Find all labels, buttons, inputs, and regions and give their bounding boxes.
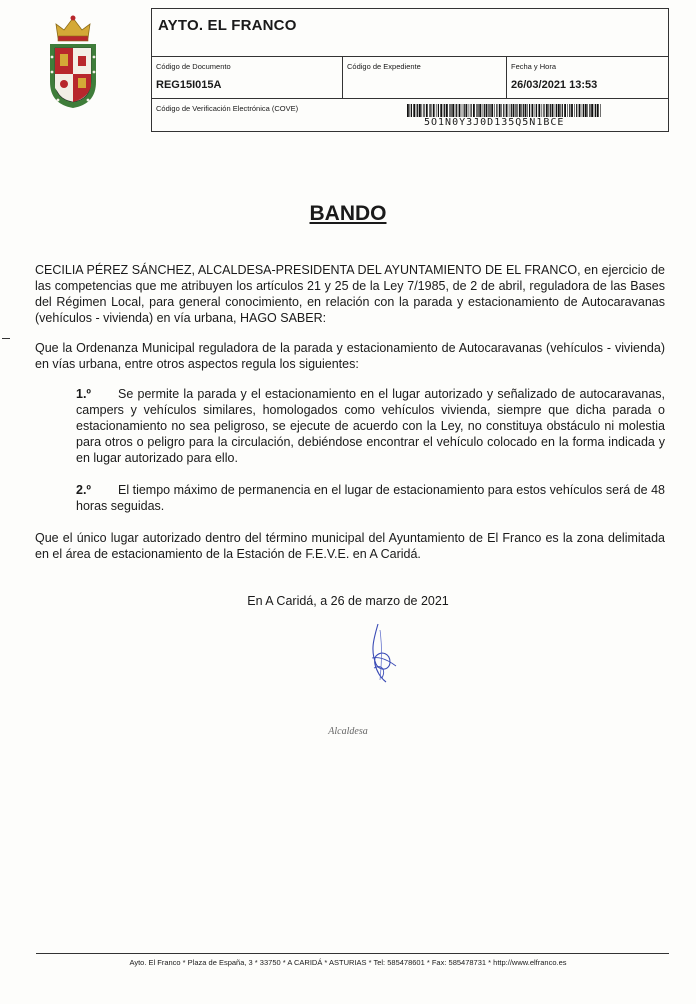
footer-contact: Ayto. El Franco * Plaza de España, 3 * 33750 * A CARIDÁ * ASTURIAS * Tel: 585478601 * Fax: 585478731 * http://www.elfranco.es: [129, 958, 567, 967]
expediente-cell: [343, 57, 507, 99]
barcode-bar: [433, 104, 435, 117]
barcode-bar: [413, 104, 415, 117]
barcode-bar: [548, 104, 549, 117]
barcode-bar: [410, 104, 411, 117]
barcode-bar: [416, 104, 417, 117]
barcode-bar: [417, 104, 418, 117]
barcode-bar: [484, 104, 485, 117]
barcode-bar: [486, 104, 488, 117]
barcode-bar: [587, 104, 588, 117]
barcode-bar: [552, 104, 554, 117]
barcode-bar: [516, 104, 517, 117]
barcode: [407, 104, 603, 117]
barcode-bar: [491, 104, 493, 117]
document-code-label: Código de Documento: [156, 62, 231, 71]
cove-label: Código de Verificación Electrónica (COVE): [156, 104, 299, 113]
barcode-bar: [571, 104, 573, 117]
barcode-bar: [585, 104, 587, 117]
margin-mark: [2, 338, 10, 339]
cove-cell: [152, 99, 668, 131]
footer-divider: [36, 953, 669, 954]
barcode-bar: [511, 104, 512, 117]
barcode-bar: [506, 104, 508, 117]
barcode-bar: [496, 104, 497, 117]
item-number: 1.º: [76, 387, 91, 401]
barcode-bar: [477, 104, 478, 117]
barcode-bar: [450, 104, 451, 117]
barcode-bar: [529, 104, 530, 117]
barcode-bar: [567, 104, 568, 117]
barcode-bar: [550, 104, 551, 117]
barcode-bar: [438, 104, 439, 117]
barcode-bar: [499, 104, 501, 117]
organization-name: AYTO. EL FRANCO: [152, 9, 668, 57]
barcode-bar: [479, 104, 481, 117]
barcode-bar: [589, 104, 590, 117]
barcode-bar: [521, 104, 522, 117]
document-header-box: [151, 8, 669, 132]
barcode-bar: [579, 104, 581, 117]
barcode-bar: [430, 104, 431, 117]
barcode-bar: [594, 104, 595, 117]
barcode-bar: [597, 104, 599, 117]
barcode-bar: [519, 104, 521, 117]
document-code-cell: [152, 57, 343, 99]
barcode-bar: [419, 104, 421, 117]
barcode-bar: [489, 104, 490, 117]
barcode-bar: [555, 104, 556, 117]
barcode-bar: [426, 104, 428, 117]
barcode-bar: [558, 104, 560, 117]
barcode-bar: [429, 104, 430, 117]
barcode-bar: [542, 104, 543, 117]
document-title: BANDO: [309, 202, 387, 225]
barcode-bar: [546, 104, 548, 117]
barcode-bar: [583, 104, 584, 117]
item-text: El tiempo máximo de permanencia en el lugar de estacionamiento para estos vehículos será de 48 horas seguidas.: [76, 483, 665, 513]
barcode-bar: [407, 104, 409, 117]
date-cell: [507, 57, 668, 99]
municipal-coat-of-arms: [44, 12, 102, 112]
barcode-bar: [473, 104, 475, 117]
barcode-bar: [564, 104, 566, 117]
barcode-bar: [440, 104, 442, 117]
barcode-bar: [411, 104, 412, 117]
barcode-bar: [569, 104, 570, 117]
barcode-bar: [464, 104, 465, 117]
barcode-bar: [501, 104, 502, 117]
barcode-bar: [503, 104, 504, 117]
barcode-bar: [436, 104, 437, 117]
barcode-bar: [538, 104, 540, 117]
barcode-bar: [456, 104, 457, 117]
barcode-bar: [591, 104, 593, 117]
list-item: [76, 482, 665, 514]
barcode-bar: [449, 104, 450, 117]
barcode-bar: [459, 104, 461, 117]
barcode-bar: [488, 104, 489, 117]
signer-title: Alcaldesa: [328, 726, 368, 737]
barcode-bar: [471, 104, 472, 117]
intro-paragraph: CECILIA PÉREZ SÁNCHEZ, ALCALDESA-PRESIDENTA DEL AYUNTAMIENTO DE EL FRANCO, en ejercicio de las competencias que me atribuyen los artículos 21 y 25 de la Ley 7/1985, de 2 de abril, reguladora de las Bases del Régimen Local, para general conocimiento, en relación con la parada y estacionamiento de Autocaravanas (vehículos - vivienda) en vía urbana, HAGO SABER:: [35, 263, 665, 325]
barcode-bar: [576, 104, 577, 117]
place-and-date: En A Caridá, a 26 de marzo de 2021: [247, 594, 449, 608]
barcode-bar: [509, 104, 510, 117]
barcode-bar: [532, 104, 534, 117]
barcode-bar: [535, 104, 536, 117]
barcode-bar: [466, 104, 468, 117]
location-paragraph: Que el único lugar autorizado dentro del término municipal del Ayuntamiento de El Franco es la zona delimitada en el área de estacionamiento de la Estación de F.E.V.E. en A Caridá.: [35, 531, 665, 561]
barcode-bar: [543, 104, 544, 117]
barcode-bar: [574, 104, 575, 117]
barcode-bar: [582, 104, 583, 117]
item-number: 2.º: [76, 483, 91, 497]
barcode-bar: [482, 104, 483, 117]
barcode-bar: [515, 104, 516, 117]
barcode-bar: [527, 104, 528, 117]
barcode-bar: [469, 104, 470, 117]
barcode-bar: [423, 104, 424, 117]
barcode-bar: [600, 104, 601, 117]
barcode-bar: [446, 104, 448, 117]
barcode-bar: [525, 104, 527, 117]
expediente-label: Código de Expediente: [347, 62, 421, 71]
ordinance-paragraph: Que la Ordenanza Municipal reguladora de la parada y estacionamiento de Autocaravanas (vehículos - vivienda) en vías urbana, entre otros aspectos regula los siguientes:: [35, 341, 665, 371]
barcode-bar: [556, 104, 557, 117]
barcode-bar: [452, 104, 454, 117]
list-item: [76, 386, 665, 466]
signature: [352, 620, 408, 690]
barcode-bar: [444, 104, 445, 117]
barcode-bar: [443, 104, 444, 117]
barcode-bar: [422, 104, 423, 117]
document-code: REG15I015A: [156, 79, 222, 91]
barcode-bar: [476, 104, 477, 117]
barcode-bar: [462, 104, 463, 117]
item-text: Se permite la parada y el estacionamiento en el lugar autorizado y señalizado de autocaravanas, campers y vehículos similares, homologados como vehículos vivienda, siempre que dicha parada o estacionamiento no sea peligroso, se ejecute de acuerdo con la Ley, no constituya obstáculo ni molestia para otros o peligro para la circulación, debiéndose encontrar el vehículo colocado en la forma indicada y en lugar autorizado para ello.: [76, 387, 665, 465]
barcode-bar: [513, 104, 515, 117]
date-label: Fecha y Hora: [511, 62, 557, 71]
barcode-bar: [494, 104, 495, 117]
barcode-bar: [595, 104, 596, 117]
date-time: 26/03/2021 13:53: [511, 79, 598, 91]
barcode-bar: [523, 104, 524, 117]
cove-code: 5O1N0Y3J0D135Q5N1BCE: [424, 117, 565, 128]
barcode-bar: [560, 104, 561, 117]
barcode-bar: [562, 104, 563, 117]
barcode-bar: [455, 104, 456, 117]
barcode-bar: [536, 104, 537, 117]
